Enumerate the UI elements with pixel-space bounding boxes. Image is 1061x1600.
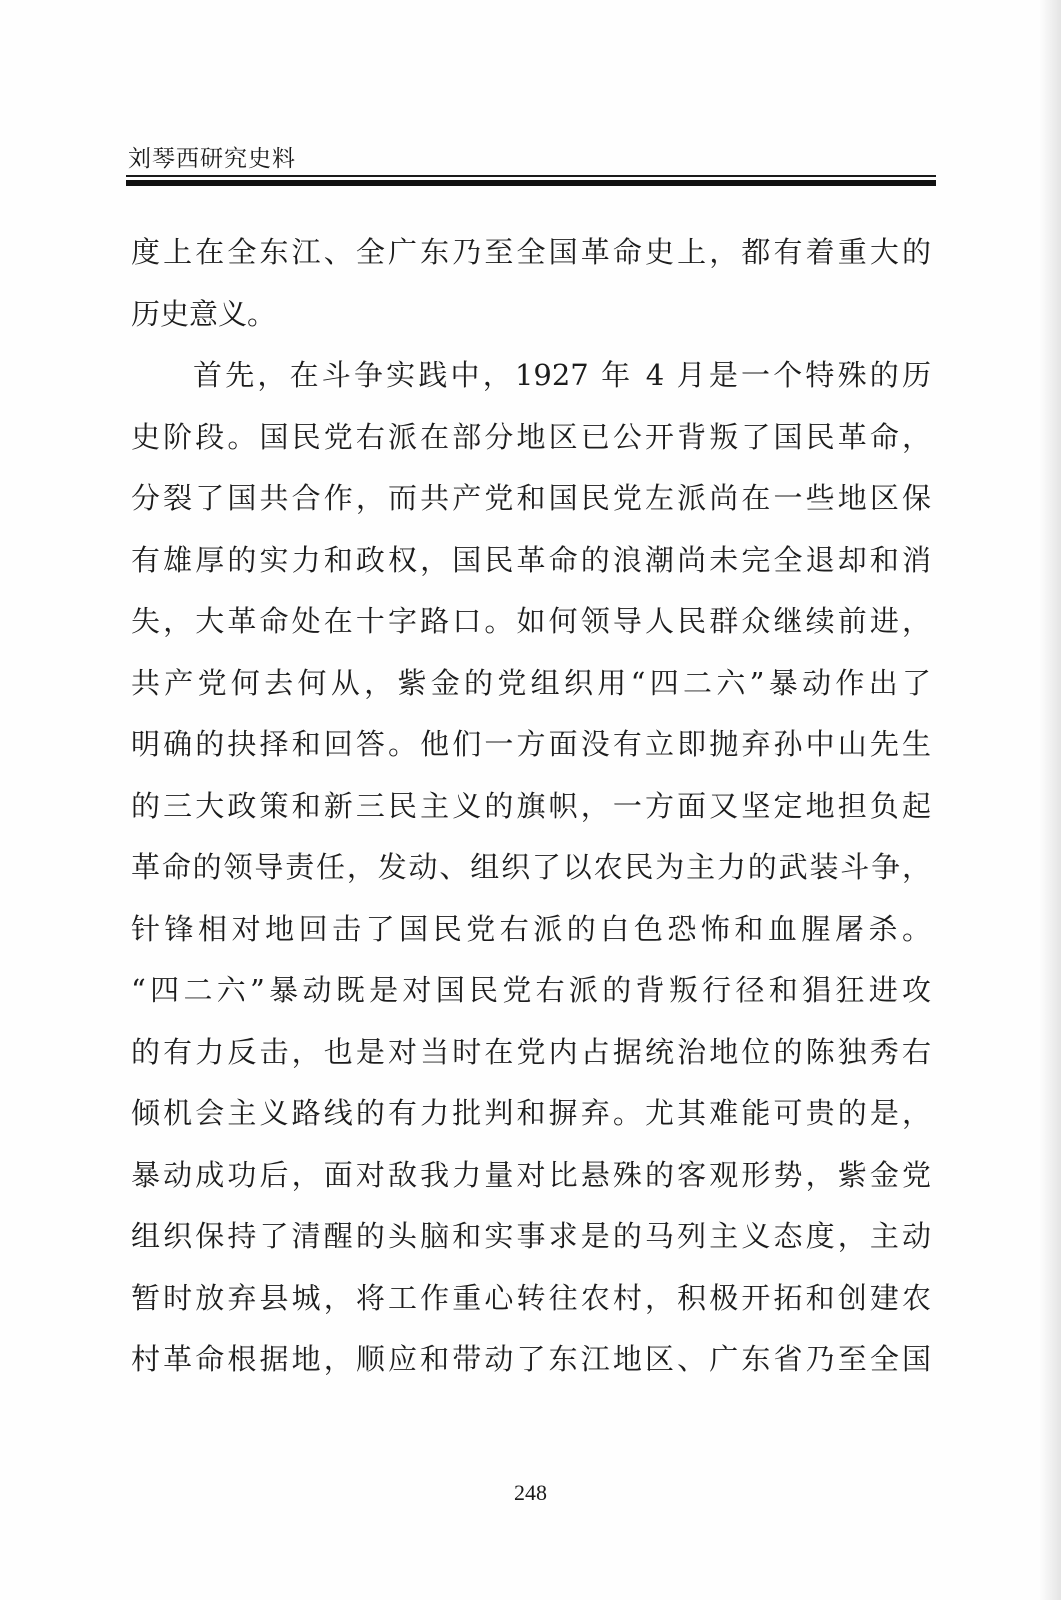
text-line: 分裂了国共合作，而共产党和国民党左派尚在一些地区保 bbox=[131, 481, 931, 515]
text-line: 度上在全东江、全广东乃至全国革命史上，都有着重大的 bbox=[131, 235, 931, 269]
header-rule-thin bbox=[126, 175, 936, 177]
body-text bbox=[131, 222, 931, 1391]
text-line: 的有力反击，也是对当时在党内占据统治地位的陈独秀右 bbox=[131, 1034, 931, 1069]
text-line: 明确的抉择和回答。他们一方面没有立即抛弃孙中山先生 bbox=[131, 727, 931, 761]
text-line: 针锋相对地回击了国民党右派的白色恐怖和血腥屠杀。 bbox=[131, 911, 931, 946]
text-line: 组织保持了清醒的头脑和实事求是的马列主义态度，主动 bbox=[131, 1219, 931, 1253]
header-rule-thick bbox=[126, 180, 936, 186]
page-number: 248 bbox=[514, 1480, 547, 1505]
text-line: 暴动成功后，面对敌我力量对比悬殊的客观形势，紫金党 bbox=[131, 1157, 931, 1192]
text-line: 暂时放弃县城，将工作重心转往农村，积极开拓和创建农 bbox=[131, 1280, 931, 1315]
running-header-title: 刘琴西研究史料 bbox=[128, 146, 296, 172]
text-line: 有雄厚的实力和政权，国民革命的浪潮尚未完全退却和消 bbox=[131, 542, 931, 577]
text-line: 的三大政策和新三民主义的旗帜，一方面又坚定地担负起 bbox=[131, 788, 931, 823]
page-edge-shadow bbox=[1039, 0, 1061, 1600]
text-line: 失，大革命处在十字路口。如何领导人民群众继续前进， bbox=[131, 604, 931, 638]
text-line: 历史意义。 bbox=[131, 296, 277, 331]
text-line: 共产党何去何从，紫金的党组织用“四二六”暴动作出了 bbox=[131, 665, 931, 700]
text-line: 倾机会主义路线的有力批判和摒弃。尤其难能可贵的是， bbox=[131, 1096, 931, 1130]
text-line: 革命的领导责任，发动、组织了以农民为主力的武装斗争， bbox=[131, 850, 931, 884]
text-line: 首先，在斗争实践中，1927 年 4 月是一个特殊的历 bbox=[193, 358, 931, 392]
text-line: “四二六”暴动既是对国民党右派的背叛行径和猖狂进攻 bbox=[131, 973, 931, 1007]
text-line: 村革命根据地，顺应和带动了东江地区、广东省乃至全国 bbox=[131, 1342, 931, 1376]
text-line: 史阶段。国民党右派在部分地区已公开背叛了国民革命， bbox=[131, 419, 931, 454]
